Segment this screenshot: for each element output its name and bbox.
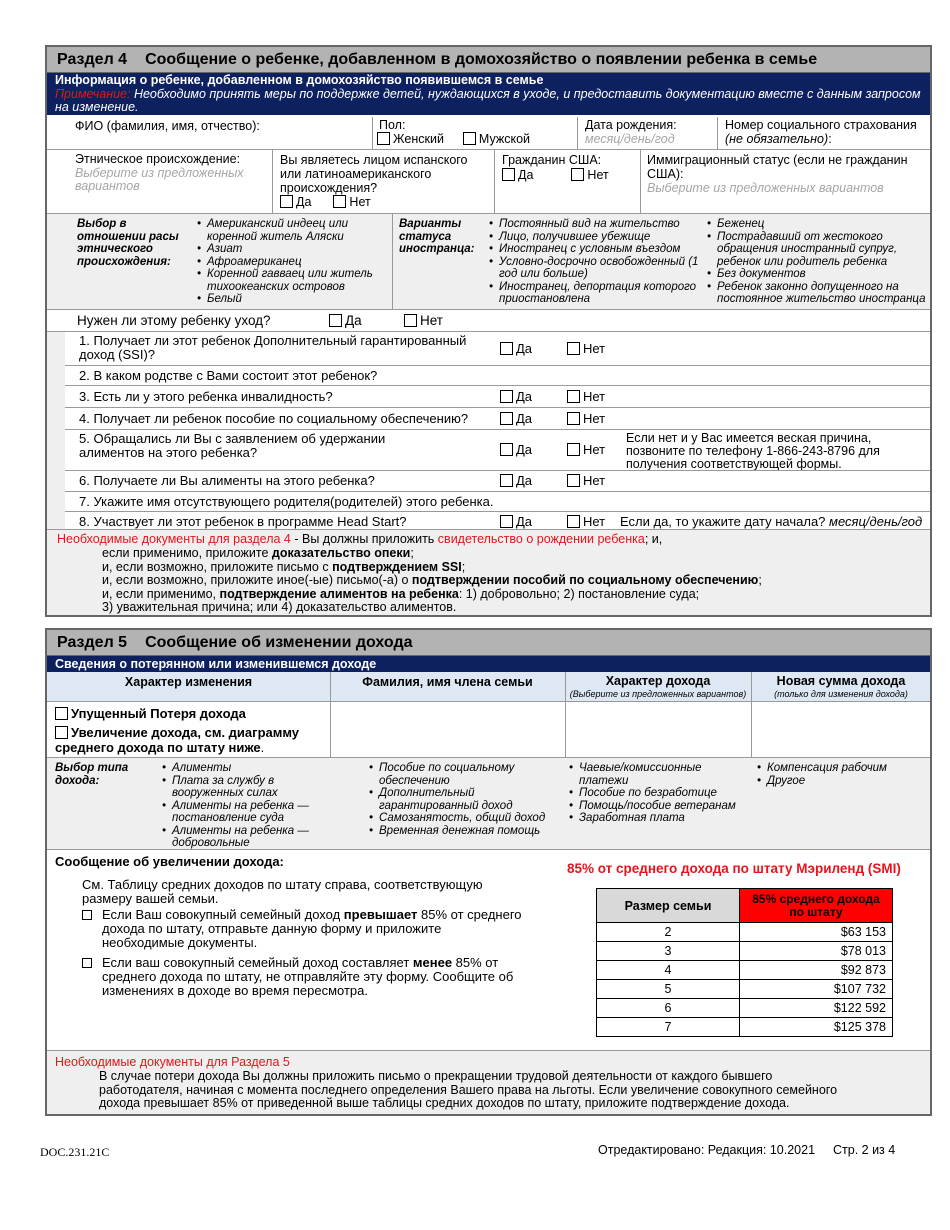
smi-amount: $122 592 [740, 999, 893, 1018]
section-5-title: Сообщение об изменении дохода [145, 634, 413, 651]
docs-line-reason: 3) уважительная причина; или 4) доказательство алиментов. [102, 600, 457, 614]
section-5-number: Раздел 5 [57, 634, 128, 651]
increase-heading: Сообщение об увеличении дохода: [55, 854, 284, 869]
race-status-options [47, 213, 930, 309]
child-info-banner [47, 73, 930, 115]
question-3-row: 3. Есть ли у этого ребенка инвалидность? Да Нет [65, 385, 930, 407]
smi-size: 3 [597, 942, 740, 961]
smi-amount: $92 873 [740, 961, 893, 980]
income-increase-block [47, 850, 930, 1050]
page-number: Стр. 2 из 4 [833, 1143, 896, 1157]
male-label: Мужской [478, 132, 531, 146]
section-5-required-docs [47, 1050, 930, 1114]
citizen-yes-checkbox[interactable] [502, 168, 515, 181]
member-name-input[interactable] [331, 702, 564, 757]
ethnic-label: Этническое происхождение: [75, 152, 241, 166]
income-option: • Помощь/пособие ветеранам [569, 800, 749, 813]
smi-size: 6 [597, 999, 740, 1018]
q1-no-checkbox[interactable] [567, 342, 580, 355]
race-heading: Выбор в отношении расы этнического происхождения: [77, 218, 179, 268]
dob-label: Дата рождения: [585, 118, 677, 132]
col-new-amount: Новая сумма дохода [776, 674, 906, 688]
question-5: 5. Обращались ли Вы с заявлением об удержании алиментов на этого ребенка? [79, 431, 386, 460]
docs-line-custody: если применимо, приложите доказательство опеки; [102, 546, 414, 560]
citizen-options: Да Нет [502, 168, 609, 183]
income-option: • Алименты [162, 762, 322, 775]
smi-size: 4 [597, 961, 740, 980]
question-2: 2. В каком родстве с Вами состоит этот ребенок? [79, 368, 378, 383]
care-needed-row: Нужен ли этому ребенку уход? Да Нет [47, 309, 930, 331]
income-option: • Плата за службу в вооруженных силах [162, 775, 322, 800]
q4-yes-checkbox[interactable] [500, 412, 513, 425]
smi-col-family-size: Размер семьи [597, 889, 740, 923]
q8-yes-checkbox[interactable] [500, 515, 513, 528]
docs-line-ss: и, если возможно, приложите иное(-ые) письмо(-а) о подтверждении пособий по социальному обеспечению; [102, 573, 762, 587]
smi-size: 5 [597, 980, 740, 999]
sex-label: Пол: [379, 118, 406, 132]
income-info-banner: Сведения о потерянном или изменившемся доходе [47, 656, 930, 672]
race-option: • Афроамериканец [197, 256, 392, 269]
status-options-list-a [489, 218, 699, 306]
exceeds-box-icon [82, 910, 92, 920]
income-type-heading: Выбор типа дохода: [55, 762, 129, 787]
question-6-row: 6. Получаете ли Вы алименты на этого ребенка? Да Нет [65, 470, 930, 491]
col-change-type: Характер изменения [124, 675, 253, 689]
increase-option-exceeds: Если Ваш совокупный семейный доход превышает 85% от среднего дохода по штату, отправьте данную форму и приложите необходимые документы. [82, 908, 522, 950]
status-option: • Беженец [707, 218, 929, 231]
docs-line-ssi: и, если возможно, приложите письмо с подтверждением SSI; [102, 559, 466, 574]
care-question: Нужен ли этому ребенку уход? [77, 313, 271, 328]
section-4-required-docs: Необходимые документы для раздела 4 - Вы должны приложить свидетельство о рождении ребенка; и, если применимо, приложите доказательство опеки; и, если возможно, приложите письмо с подтверждением SSI; и, если возможно, приложите иное(-ые) письмо(-а) о подтверждении пособий по социальному обеспечению; и, если применимо, подтверждение алиментов на ребенка: 1) добровольно; 2) постановление суда; 3) уважительная причина; или 4) доказательство алиментов. [47, 529, 930, 615]
smi-size: 2 [597, 923, 740, 942]
sex-options [377, 132, 530, 146]
question-2-row [65, 365, 930, 385]
q5-yes-checkbox[interactable] [500, 443, 513, 456]
section-5-docs-text: В случае потери дохода Вы должны приложить письмо о прекращении трудовой деятельности от каждого бывшего работодателя, начиная с момента последнего определения Вашего права на льготы. Если увеличение совокупного семейного дохода превышает 85% от приведенной выше таблицы средних доходов по штату, приложите подтверждение дохода. [99, 1069, 838, 1110]
care-no-checkbox[interactable] [404, 314, 417, 327]
income-option: • Алименты на ребенка — добровольные [162, 825, 322, 850]
question-4: 4. Получает ли ребенок пособие по социальному обеспечению? [79, 411, 469, 426]
child-identity-row [47, 117, 930, 149]
question-1-row: 1. Получает ли этот ребенок Дополнительный гарантированный доход (SSI)? Да Нет [79, 333, 606, 362]
female-checkbox[interactable] [377, 132, 390, 145]
increase-option-less: Если ваш совокупный семейный доход составляет менее 85% от среднего дохода по штату, не отправляйте эту форму. Сообщите об изменениях в доходе во время пересмотра. [82, 956, 522, 998]
question-7-row [65, 491, 930, 511]
new-amount-input[interactable] [752, 702, 930, 757]
status-option: • Иностранец, депортация которого приостановлена [489, 281, 699, 306]
section-4-docs-label: Необходимые документы для раздела 4 [57, 532, 291, 546]
col-new-amount-sub: (только для изменения дохода) [774, 689, 908, 699]
smi-row [597, 999, 893, 1018]
race-option: • Азиат [197, 243, 392, 256]
section-4-header [47, 47, 930, 73]
income-option: • Компенсация рабочим [757, 762, 927, 775]
section-5-header [47, 630, 930, 656]
section-5 [45, 628, 932, 1116]
q3-yes-checkbox[interactable] [500, 390, 513, 403]
income-loss-option: Упущенный Потеря дохода [55, 706, 246, 721]
less-box-icon [82, 958, 92, 968]
race-options-list [197, 218, 392, 306]
income-increase-option: Увеличение дохода, см. диаграмму среднего дохода по штату ниже. [55, 725, 300, 755]
smi-header-row [597, 889, 893, 923]
smi-amount: $63 153 [740, 923, 893, 942]
smi-amount: $107 732 [740, 980, 893, 999]
q5-no-checkbox[interactable] [567, 443, 580, 456]
income-option: • Дополнительный гарантированный доход [369, 787, 554, 812]
citizen-no-checkbox[interactable] [571, 168, 584, 181]
smi-row [597, 942, 893, 961]
citizen-label: Гражданин США: [502, 153, 602, 167]
male-checkbox[interactable] [463, 132, 476, 145]
child-info-heading: Информация о ребенке, добавленном в домохозяйство появившемся в семье [55, 73, 544, 87]
income-increase-checkbox[interactable] [55, 726, 68, 739]
income-option: • Чаевые/комиссионные платежи [569, 762, 749, 787]
immigration-select[interactable]: Выберите из предложенных вариантов [647, 181, 884, 195]
income-options-b [369, 762, 554, 837]
ssn-label: Номер социального страхования [725, 118, 917, 132]
section-4 [45, 45, 932, 617]
q5-note: Если нет и у Вас имеется веская причина, позвоните по телефону 1-866-243-8796 для получения соответствующей формы. [626, 431, 880, 471]
name-label: ФИО (фамилия, имя, отчество): [75, 119, 260, 133]
smi-title: 85% от среднего дохода по штату Мэриленд (SMI) [567, 861, 901, 876]
smi-amount: $78 013 [740, 942, 893, 961]
status-option: • Ребенок законно допущенного на постоянное жительство иностранца [707, 281, 929, 306]
status-options-list-b [707, 218, 929, 306]
status-heading: Варианты статуса иностранца: [399, 218, 475, 255]
status-option: • Иностранец с условным въездом [489, 243, 699, 256]
q8-start-date: Если да, то укажите дату начала? месяц/день/год [620, 514, 923, 529]
hispanic-question: Вы являетесь лицом испанского или латиноамериканского происхождения? [280, 153, 468, 195]
status-option: • Пострадавший от жестокого обращения иностранный супруг, ребенок или родитель ребенка [707, 231, 929, 269]
income-option: • Пособие по социальному обеспечению [369, 762, 554, 787]
increase-intro: См. Таблицу средних доходов по штату справа, соответствующую размеру вашей семьи. [82, 877, 483, 906]
question-7: 7. Укажите имя отсутствующего родителя(родителей) этого ребенка. [79, 494, 494, 509]
question-4-row: 4. Получает ли ребенок пособие по социальному обеспечению? Да Нет [65, 407, 930, 429]
question-8-row: 8. Участвует ли этот ребенок в программе Head Start? Да Нет Если да, то укажите дату начала? месяц/день/год [65, 511, 930, 530]
ethnic-select[interactable]: Выберите из предложенных вариантов [75, 165, 244, 193]
docs-line-support: и, если применимо, подтверждение алиментов на ребенка: 1) добровольно; 2) постановление суда; [102, 586, 700, 601]
status-option: • Без документов [707, 268, 929, 281]
status-option: • Постоянный вид на жительство [489, 218, 699, 231]
smi-size: 7 [597, 1018, 740, 1037]
section-5-docs-label: Необходимые документы для Раздела 5 [55, 1055, 290, 1069]
col-income-type: Характер дохода [605, 674, 711, 688]
q6-yes-checkbox[interactable] [500, 474, 513, 487]
income-options-a [162, 762, 322, 850]
smi-amount: $125 378 [740, 1018, 893, 1037]
section-4-number: Раздел 4 [57, 51, 128, 68]
income-option: • Временная денежная помощь [369, 825, 554, 838]
q6-no-checkbox[interactable] [567, 474, 580, 487]
revision-info: Отредактировано: Редакция: 10.2021 [598, 1143, 816, 1157]
dob-input[interactable]: месяц/день/год [585, 132, 675, 146]
q4-no-checkbox[interactable] [567, 412, 580, 425]
birth-certificate-text: свидетельство о рождении ребенка [437, 532, 645, 546]
question-5-row: 5. Обращались ли Вы с заявлением об удержании алиментов на этого ребенка? Да Нет Если нет и у Вас имеется веская причина, позвоните по телефону 1-866-243-8796 для получения соответствующей формы. [65, 429, 930, 470]
smi-row [597, 961, 893, 980]
income-option: • Пособие по безработице [569, 787, 749, 800]
child-origin-row [47, 149, 930, 213]
q3-no-checkbox[interactable] [567, 390, 580, 403]
q8-no-checkbox[interactable] [567, 515, 580, 528]
smi-row [597, 1018, 893, 1037]
smi-col-amount: 85% среднего дохода по штату [740, 889, 893, 923]
race-option: • Американский индеец или коренной житель Аляски [197, 218, 392, 243]
hispanic-yes-checkbox[interactable] [280, 195, 293, 208]
question-1: 1. Получает ли этот ребенок Дополнительный гарантированный доход (SSI)? [79, 333, 467, 362]
income-option: • Самозанятость, общий доход [369, 812, 554, 825]
status-option: • Лицо, получившее убежище [489, 231, 699, 244]
question-8: 8. Участвует ли этот ребенок в программе Head Start? [79, 514, 407, 529]
race-option: • Белый [197, 293, 392, 306]
ssn-optional: (не обязательно): [725, 132, 832, 146]
name-field[interactable] [69, 117, 369, 148]
care-yes-checkbox[interactable] [329, 314, 342, 327]
child-info-note: Примечание: Необходимо принять меры по поддержке детей, нуждающихся в уходе, и предоставить документацию вместе с данным запросом на изменение. [55, 86, 921, 114]
income-option: • Заработная плата [569, 812, 749, 825]
income-table-header [47, 672, 930, 702]
question-6: 6. Получаете ли Вы алименты на этого ребенка? [79, 473, 375, 488]
race-option: • Коренной гавваец или житель тихоокеанских островов [197, 268, 392, 293]
smi-row [597, 923, 893, 942]
income-type-options [47, 758, 930, 850]
income-loss-checkbox[interactable] [55, 707, 68, 720]
income-options-c [569, 762, 749, 825]
status-option: • Условно-досрочно освобожденный (1 год или больше) [489, 256, 699, 281]
income-entry-row [47, 702, 930, 758]
income-option: • Алименты на ребенка — постановление суда [162, 800, 322, 825]
income-option: • Другое [757, 775, 927, 788]
col-income-type-sub: (Выберите из предложенных вариантов) [569, 689, 747, 699]
income-options-d [757, 762, 927, 787]
q1-yes-checkbox[interactable] [500, 342, 513, 355]
female-label: Женский [393, 132, 444, 146]
question-3: 3. Есть ли у этого ребенка инвалидность? [79, 389, 333, 404]
immigration-label: Иммиграционный статус (если не гражданин США): [647, 153, 908, 181]
child-questions [47, 331, 930, 529]
smi-row [597, 980, 893, 999]
doc-id: DOC.231.21C [40, 1145, 110, 1159]
hispanic-no-checkbox[interactable] [333, 195, 346, 208]
smi-table [596, 888, 893, 1037]
col-member-name: Фамилия, имя члена семьи [362, 675, 533, 689]
income-type-select[interactable] [566, 702, 750, 757]
section-4-title: Сообщение о ребенке, добавленном в домохозяйство о появлении ребенка в семье [145, 51, 818, 68]
hispanic-options: Да Нет [280, 195, 490, 209]
